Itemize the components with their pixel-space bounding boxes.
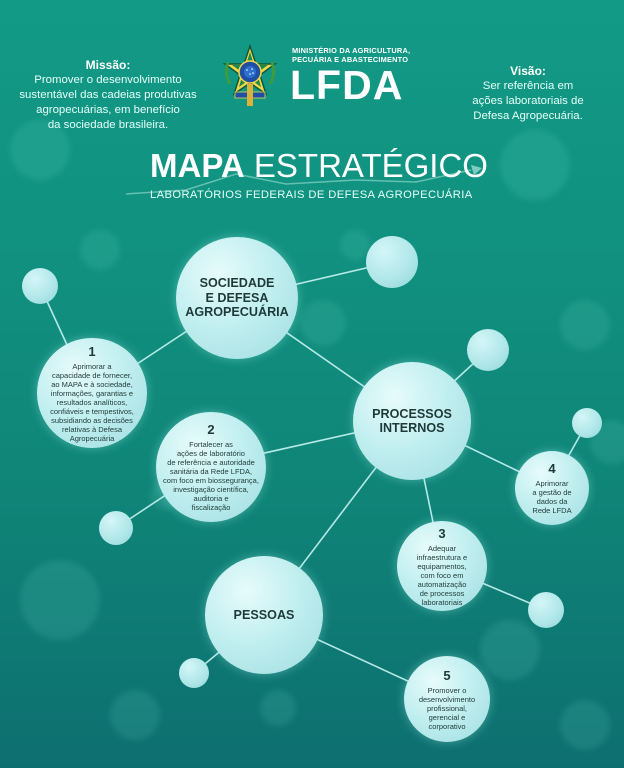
objective-line: informações, garantias e: [50, 388, 134, 398]
objective-line: com foco em biossegurança,: [163, 476, 259, 485]
objective-3: [397, 521, 487, 611]
decorative-circle: [528, 592, 564, 628]
objective-line: desenvolvimento: [418, 694, 476, 704]
objective-number: 3: [438, 525, 446, 541]
vision-line: Ser referência em: [482, 80, 574, 92]
node-label: E DEFESA: [205, 290, 269, 305]
page-subtitle: LABORATÓRIOS FEDERAIS DE DEFESA AGROPECUÁRIA: [150, 189, 473, 201]
mission-line: sustentável das cadeias produtivas: [19, 89, 197, 101]
objective-line: infraestrutura e: [416, 552, 468, 562]
objective-line: ações de laboratório: [177, 449, 245, 458]
mission-line: da sociedade brasileira.: [47, 119, 169, 131]
decorative-circle: [366, 236, 418, 288]
node-label: PESSOAS: [233, 607, 295, 622]
node-sociedade: [176, 237, 298, 359]
objective-line: de referência e autoridade: [167, 458, 255, 467]
decorative-circle: [572, 408, 602, 438]
objective-line: com foco em: [420, 570, 464, 580]
objective-line: corporativo: [428, 721, 466, 731]
objective-line: Fortalecer as: [189, 440, 233, 449]
objective-line: dados da: [536, 497, 568, 506]
node-pessoas: [205, 556, 323, 674]
objective-number: 4: [548, 461, 556, 476]
objective-1: [37, 338, 147, 448]
objective-line: confiáveis e tempestivos,: [50, 406, 134, 416]
objective-line: Promover o: [427, 685, 467, 695]
objective-number: 2: [207, 422, 215, 437]
vision-title: Visão:: [510, 64, 546, 78]
objective-line: Rede LFDA: [532, 506, 572, 515]
title-rest: ESTRATÉGICO: [244, 147, 488, 184]
decorative-circle: [467, 329, 509, 371]
objective-line: subsidiando as decisões: [51, 415, 133, 425]
objective-line: a gestão de: [532, 488, 572, 497]
mission-line: Promover o desenvolvimento: [34, 74, 182, 86]
objective-line: fiscalização: [191, 503, 231, 512]
objective-number: 1: [88, 343, 96, 359]
objective-line: resultados analíticos,: [56, 397, 128, 407]
objective-5: [404, 656, 490, 742]
objective-line: automatização: [417, 579, 467, 589]
ministry-line: PECUÁRIA E ABASTECIMENTO: [292, 55, 409, 64]
node-label: AGROPECUÁRIA: [185, 305, 289, 320]
objective-line: Agropecuária: [69, 433, 115, 443]
objective-line: ao MAPA e à sociedade,: [51, 379, 133, 389]
objective-line: equipamentos,: [417, 561, 467, 571]
objective-line: sanitária da Rede LFDA,: [169, 467, 253, 476]
objective-line: de processos: [419, 588, 465, 598]
decorative-circle: [99, 511, 133, 545]
mission-title: Missão:: [85, 58, 131, 72]
objective-line: auditoria e: [193, 494, 229, 503]
vision-line: Defesa Agropecuária.: [473, 110, 583, 122]
objective-line: investigação científica,: [173, 485, 249, 494]
objective-4: [515, 451, 589, 525]
objective-line: relativas à Defesa: [61, 424, 123, 434]
decorative-circle: [179, 658, 209, 688]
ministry-line: MINISTÉRIO DA AGRICULTURA,: [292, 46, 411, 55]
mission-line: agropecuárias, em benefício: [36, 104, 180, 116]
objective-2: [156, 412, 266, 522]
node-label: INTERNOS: [379, 421, 445, 435]
objective-line: Aprimorar a: [72, 361, 112, 371]
vision-line: ações laboratoriais de: [472, 95, 584, 107]
objective-line: profissional,: [426, 703, 468, 713]
objective-line: capacidade de fornecer,: [51, 370, 133, 380]
node-label: PROCESSOS: [372, 406, 452, 421]
title-bold: MAPA: [150, 147, 245, 184]
objective-number: 5: [443, 667, 451, 683]
objective-line: Adequar: [427, 543, 457, 553]
decorative-circle: [22, 268, 58, 304]
objective-line: gerencial e: [428, 712, 466, 722]
objective-line: laboratoriais: [421, 597, 463, 607]
node-label: SOCIEDADE: [199, 276, 275, 291]
lfda-acronym: LFDA: [290, 62, 404, 108]
objective-line: Aprimorar: [535, 479, 569, 488]
node-processos-internos: [353, 362, 471, 480]
